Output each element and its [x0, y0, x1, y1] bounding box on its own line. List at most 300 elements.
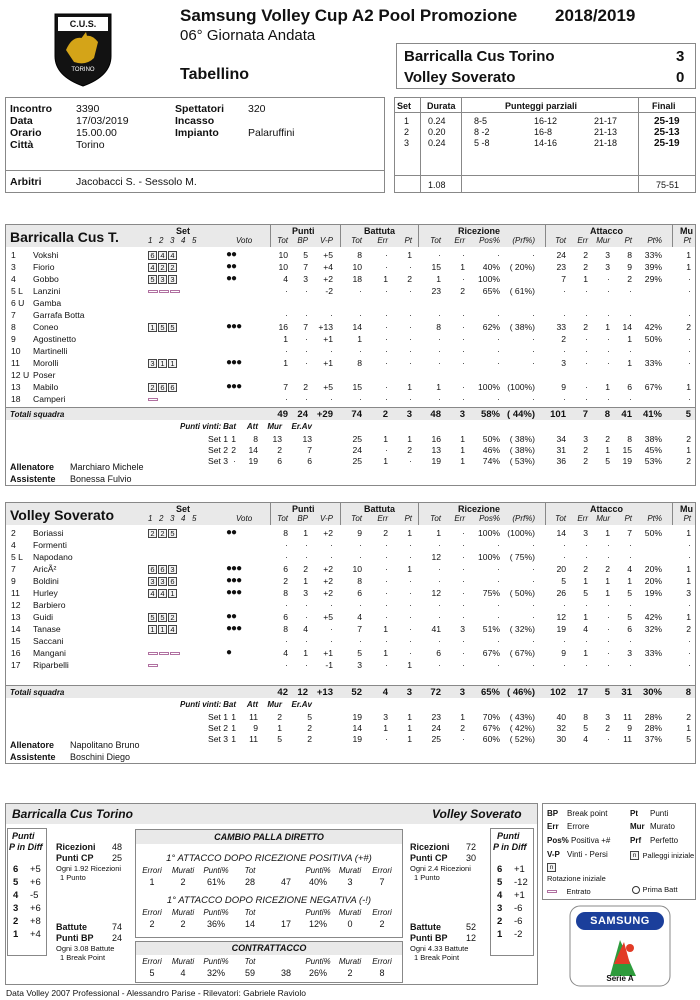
- legend-value: Break point: [567, 809, 608, 818]
- rotation-box: 3: [168, 565, 177, 574]
- col-divider: [418, 225, 419, 247]
- hdr-err: Err: [454, 514, 465, 523]
- set-r-prf: ( 52%): [509, 734, 535, 744]
- home-ric-value: 48: [112, 842, 123, 852]
- rotation-box: 5: [158, 323, 167, 332]
- player-b-err: 2: [383, 528, 388, 538]
- player-b-err: ·: [385, 334, 388, 344]
- hdr-set-num: 3: [170, 514, 175, 523]
- legend-value: Errore: [567, 822, 590, 831]
- sets-total-durata: 1.08: [428, 180, 446, 190]
- rotation-box: 1: [148, 323, 157, 332]
- player-number: 12 U: [11, 370, 30, 380]
- orario-label: Orario: [10, 127, 42, 139]
- player-b-tot: 3: [357, 660, 362, 670]
- player-a-ptp: 42%: [644, 322, 662, 332]
- player-b-pt: ·: [409, 636, 412, 646]
- allenatore-label: Allenatore: [10, 462, 55, 472]
- diff-value: +1: [514, 890, 525, 901]
- player-r-pos: ·: [497, 564, 500, 574]
- legend-key: Pos%: [547, 836, 569, 845]
- set-a-ptp: 37%: [644, 734, 662, 744]
- player-row: [0, 393, 700, 405]
- legend-value: Perfetto: [650, 836, 679, 845]
- player-a-err: ·: [585, 600, 588, 610]
- player-b-err: 1: [383, 624, 388, 634]
- player-a-mur: ·: [607, 648, 610, 658]
- hdr-ptp: Pt%: [647, 514, 662, 523]
- player-r-prf: ·: [532, 394, 535, 404]
- sets-row-p1: 8 -2: [474, 127, 490, 137]
- result-home-score: 3: [676, 48, 685, 65]
- away-ptcp-value: 30: [466, 853, 477, 863]
- player-a-mur: ·: [607, 334, 610, 344]
- stat-value: 2: [180, 919, 186, 929]
- player-b-tot: 6: [357, 588, 362, 598]
- player-number: 9: [11, 334, 16, 344]
- entered-marker: [159, 652, 169, 655]
- player-a-err: 1: [583, 576, 588, 586]
- player-a-pt: ·: [629, 540, 632, 550]
- player-b-err: ·: [385, 540, 388, 550]
- set-b-pt: 1: [407, 734, 412, 744]
- player-p-bp: 3: [303, 588, 308, 598]
- player-r-err: ·: [462, 636, 465, 646]
- rotazione-legend: [547, 862, 557, 872]
- set-r-err: 1: [460, 712, 465, 722]
- set-punti-val: 5: [277, 734, 282, 744]
- player-r-pos: [460, 297, 500, 309]
- player-p-tot: 16: [278, 322, 288, 332]
- rotation-box: 5: [168, 323, 177, 332]
- player-voto: ●●: [226, 261, 237, 272]
- player-name: Guidi: [33, 612, 54, 622]
- player-a-mur: ·: [607, 552, 610, 562]
- player-row: [0, 623, 700, 635]
- incontro-value: 3390: [76, 103, 100, 115]
- player-r-prf: ·: [532, 334, 535, 344]
- diff-value: +5: [30, 864, 41, 875]
- player-r-err: 1: [460, 262, 465, 272]
- set-a-err: 8: [583, 712, 588, 722]
- stat-value: 2: [347, 968, 353, 978]
- player-voto: ●●: [226, 273, 237, 284]
- player-r-prf: ·: [532, 310, 535, 320]
- hdr-attacco: Attacco: [590, 226, 624, 236]
- player-p-bp: 5: [303, 250, 308, 260]
- punti-vinti-hdr: Er.Av: [291, 700, 312, 709]
- set-mu: 2: [686, 434, 691, 444]
- player-r-pos: ·: [497, 540, 500, 550]
- away-ric-note2: 1 Punto: [414, 873, 440, 882]
- player-name: Hurley: [33, 588, 58, 598]
- set-r-pos: 46%: [482, 445, 500, 455]
- player-a-err: ·: [585, 286, 588, 296]
- player-sets: [148, 587, 178, 599]
- set-a-ptp: 53%: [644, 456, 662, 466]
- stat-value: 3: [347, 877, 353, 887]
- entered-marker: [148, 664, 158, 667]
- player-sets: [148, 285, 181, 297]
- cambio-title: CAMBIO PALLA DIRETTO: [214, 832, 324, 842]
- player-r-tot: ·: [438, 540, 441, 550]
- punti-vinti-label: Punti vinti:: [180, 700, 222, 709]
- player-b-pt: ·: [409, 576, 412, 586]
- set-label: Set 1: [208, 712, 229, 722]
- impianto-label: Impianto: [175, 127, 219, 139]
- player-a-err: 3: [583, 528, 588, 538]
- stat-header: Tot: [244, 908, 256, 917]
- legend-key: Prf: [630, 836, 642, 845]
- player-voto: ●●●: [226, 357, 242, 368]
- stat-value: 2: [180, 877, 186, 887]
- player-name: Boldini: [33, 576, 59, 586]
- player-b-tot: ·: [359, 636, 362, 646]
- contrattacco-title: CONTRATTACCO: [231, 943, 307, 953]
- set-a-tot: 30: [556, 734, 566, 744]
- set-a-ptp: 45%: [644, 445, 662, 455]
- hdr-pos: Pos%: [479, 514, 500, 523]
- player-r-tot: ·: [438, 334, 441, 344]
- player-mu: ·: [688, 600, 691, 610]
- totals-r-prf: ( 44%): [507, 409, 535, 420]
- player-voto: ●●: [226, 611, 237, 622]
- player-number: 5 L: [11, 552, 23, 562]
- player-mu: ·: [688, 274, 691, 284]
- stat-value: 59: [244, 968, 255, 978]
- player-b-tot: ·: [359, 540, 362, 550]
- hdr-bp: BP: [297, 236, 308, 245]
- player-a-mur: ·: [607, 286, 610, 296]
- hdr-err: Err: [377, 514, 388, 523]
- player-a-err: ·: [585, 334, 588, 344]
- sets-row-durata: 0.24: [428, 116, 446, 126]
- player-b-pt: ·: [409, 600, 412, 610]
- away-ptbp-label: Punti BP: [410, 933, 448, 943]
- player-p-bp: ·: [305, 540, 308, 550]
- set-punti-val: 11: [249, 734, 258, 744]
- arbitri-label: Arbitri: [10, 176, 42, 188]
- diff-points: 4: [497, 890, 503, 901]
- stat-value: 12%: [308, 919, 327, 929]
- set-a-mur: 5: [605, 456, 610, 466]
- set-r-tot: 16: [431, 434, 441, 444]
- hdr-vp: V-P: [319, 514, 333, 523]
- set-a-pt: 11: [623, 712, 632, 722]
- diff-value: -5: [30, 890, 39, 901]
- player-r-err: ·: [462, 334, 465, 344]
- player-p-bp: 7: [303, 322, 308, 332]
- hdr-tot: Tot: [351, 514, 362, 523]
- set-label: Set 2: [208, 445, 229, 455]
- stat-header: Errori: [372, 957, 392, 966]
- hdr-set: Set: [176, 226, 191, 236]
- player-voto: ●●: [226, 249, 237, 260]
- set-mu: 1: [686, 445, 691, 455]
- player-r-err: ·: [462, 612, 465, 622]
- player-p-vp: ·: [330, 346, 333, 356]
- player-sets: [148, 647, 181, 659]
- set-b-pt: 2: [407, 445, 412, 455]
- player-name: AricÃ²: [33, 564, 57, 574]
- player-a-mur: 1: [605, 528, 610, 538]
- diff-points: 5: [497, 877, 503, 888]
- player-a-err: ·: [585, 394, 588, 404]
- totals-r-pos: 65%: [480, 687, 500, 698]
- player-r-err: ·: [462, 382, 465, 392]
- player-a-pt: 5: [627, 588, 632, 598]
- player-b-err: ·: [385, 564, 388, 574]
- player-b-pt: ·: [409, 552, 412, 562]
- player-row: [0, 273, 700, 285]
- player-number: 2: [11, 528, 16, 538]
- totals-b-pt: 3: [406, 687, 412, 698]
- player-mu: ·: [688, 540, 691, 550]
- set-a-pt: 9: [627, 723, 632, 733]
- player-name: Mangani: [33, 648, 66, 658]
- player-b-pt: ·: [409, 322, 412, 332]
- set-a-mur: 2: [605, 723, 610, 733]
- player-a-mur: ·: [607, 358, 610, 368]
- player-r-prf: ·: [532, 564, 535, 574]
- totals-mu: 5: [685, 409, 691, 420]
- player-a-tot: ·: [563, 636, 566, 646]
- home-ptbp-label: Punti BP: [56, 933, 94, 943]
- player-voto: ●●●: [226, 587, 242, 598]
- player-a-mur: 3: [605, 262, 610, 272]
- player-p-tot: 1: [283, 358, 288, 368]
- player-mu: 2: [686, 322, 691, 332]
- player-a-tot: 7: [561, 274, 566, 284]
- player-row: [0, 369, 700, 381]
- player-voto: ●●●: [226, 321, 242, 332]
- doc-type: Tabellino: [180, 66, 250, 83]
- rotation-box: 2: [168, 263, 177, 272]
- punti-vinti-hdr: Mur: [267, 422, 282, 431]
- entered-marker: [159, 290, 169, 293]
- circle-icon: [632, 886, 640, 894]
- set-r-pos: 70%: [482, 712, 500, 722]
- set-a-tot: 36: [556, 456, 566, 466]
- rotation-box: 6: [168, 577, 177, 586]
- player-a-pt: 6: [627, 382, 632, 392]
- totals-a-ptp: 30%: [642, 687, 662, 698]
- player-p-bp: 4: [303, 624, 308, 634]
- player-p-vp: ·: [330, 310, 333, 320]
- player-a-pt: ·: [629, 346, 632, 356]
- player-p-tot: ·: [285, 394, 288, 404]
- player-r-err: ·: [462, 528, 465, 538]
- entered-marker: [148, 398, 158, 401]
- stat-value: 2: [379, 919, 385, 929]
- totals-r-tot: 72: [430, 687, 441, 698]
- player-name: Poser: [33, 370, 56, 380]
- set-b-tot: 25: [352, 456, 362, 466]
- player-number: 11: [11, 358, 20, 368]
- player-b-tot: ·: [359, 394, 362, 404]
- player-a-pt: ·: [629, 660, 632, 670]
- stat-header: Errori: [372, 908, 392, 917]
- col-divider: [672, 503, 673, 525]
- player-p-vp: -2: [325, 286, 333, 296]
- totals-b-err: 2: [382, 409, 388, 420]
- player-a-ptp: 29%: [644, 274, 662, 284]
- player-r-pos: ·: [497, 576, 500, 586]
- home-ptcp-label: Punti CP: [56, 853, 94, 863]
- set-b-tot: 14: [352, 723, 362, 733]
- sets-row-durata: 0.24: [428, 138, 446, 148]
- player-p-tot: 1: [283, 334, 288, 344]
- totals-r-pos: 58%: [480, 409, 500, 420]
- set-punti-val: 11: [249, 712, 258, 722]
- player-p-vp: ·: [330, 600, 333, 610]
- player-a-mur: ·: [607, 636, 610, 646]
- player-p-vp: +1: [323, 358, 333, 368]
- round: 06° Giornata Andata: [180, 27, 316, 44]
- orario-value: 15.00.00: [76, 127, 117, 139]
- set-a-mur: ·: [607, 734, 610, 744]
- rotation-box: 6: [148, 251, 157, 260]
- player-b-tot: 8: [357, 576, 362, 586]
- player-name: Barbiero: [33, 600, 66, 610]
- player-a-ptp: 67%: [644, 382, 662, 392]
- totals-row: [0, 409, 700, 421]
- player-number: 7: [11, 310, 16, 320]
- player-a-mur: ·: [607, 600, 610, 610]
- set-a-err: 2: [583, 456, 588, 466]
- home-bat-note1: Ogni 3.08 Battute: [56, 944, 115, 953]
- set-punti-val: 19: [248, 456, 258, 466]
- rotazione-icon: n: [547, 863, 556, 872]
- totals-a-mur: 8: [604, 409, 610, 420]
- rotation-box: 2: [148, 383, 157, 392]
- player-a-ptp: 19%: [644, 588, 662, 598]
- player-r-tot: ·: [438, 310, 441, 320]
- stat-header: Punti%: [305, 957, 331, 966]
- set-a-mur: 1: [605, 445, 610, 455]
- player-r-err: ·: [462, 660, 465, 670]
- incasso-label: Incasso: [175, 115, 215, 127]
- player-b-err: ·: [385, 612, 388, 622]
- sets-row-p3: 21-17: [594, 116, 618, 126]
- player-p-vp: ·: [330, 636, 333, 646]
- set-a-err: 5: [583, 723, 588, 733]
- player-row: [0, 635, 700, 647]
- stat-header: Murati: [171, 866, 195, 875]
- player-p-vp: +5: [323, 382, 333, 392]
- player-a-tot: 33: [556, 322, 566, 332]
- player-r-tot: ·: [438, 576, 441, 586]
- player-b-err: ·: [385, 262, 388, 272]
- citta-value: Torino: [76, 139, 105, 151]
- player-b-tot: 10: [352, 262, 362, 272]
- allenatore-value: Marchiaro Michele: [70, 462, 144, 472]
- totals-b-pt: 3: [406, 409, 412, 420]
- legend-value: Murato: [650, 822, 675, 831]
- set-punti-val: 1: [231, 434, 236, 444]
- col-divider: [270, 225, 271, 247]
- player-a-tot: ·: [563, 540, 566, 550]
- player-number: 4: [11, 274, 16, 284]
- player-b-err: ·: [385, 310, 388, 320]
- punti-vinti-hdr: Bat: [223, 422, 236, 431]
- set-punti-val: 2: [277, 712, 282, 722]
- totals-row: [0, 687, 700, 699]
- player-name: Boriassi: [33, 528, 64, 538]
- player-voto: ●●●: [226, 623, 242, 634]
- player-r-pos: ·: [497, 334, 500, 344]
- player-number: 17: [11, 660, 21, 670]
- set-r-prf: ( 43%): [509, 712, 535, 722]
- player-p-vp: +13: [318, 322, 333, 332]
- player-r-err: ·: [462, 600, 465, 610]
- home-pindiff-label: P in Diff: [9, 842, 43, 852]
- player-p-bp: 2: [303, 382, 308, 392]
- player-a-pt: ·: [629, 310, 632, 320]
- player-r-err: ·: [462, 250, 465, 260]
- player-a-pt: ·: [629, 636, 632, 646]
- home-ric-note1: Ogni 1.92 Ricezioni: [56, 864, 122, 873]
- player-p-vp: ·: [330, 624, 333, 634]
- player-name: Formenti: [33, 540, 67, 550]
- legend-key: Pt: [630, 809, 638, 818]
- player-r-err: ·: [462, 274, 465, 284]
- set-b-pt: 1: [407, 712, 412, 722]
- player-sets: [148, 623, 178, 635]
- hdr-tot: Tot: [555, 514, 566, 523]
- player-r-pos: 62%: [482, 322, 500, 332]
- set-a-mur: 2: [605, 434, 610, 444]
- totals-b-tot: 52: [351, 687, 362, 698]
- player-r-prf: ( 50%): [509, 588, 535, 598]
- set-punti-val: 1: [231, 734, 236, 744]
- player-number: 10: [11, 346, 21, 356]
- sets-row-set: 1: [404, 116, 410, 126]
- set-r-pos: 67%: [482, 723, 500, 733]
- diff-points: 3: [13, 903, 19, 914]
- player-sets: [148, 563, 178, 575]
- player-a-mur: 1: [605, 322, 610, 332]
- player-b-pt: ·: [409, 346, 412, 356]
- player-number: 6 U: [11, 298, 25, 308]
- punti-vinti-hdr: Att: [246, 422, 258, 431]
- player-mu: 3: [686, 588, 691, 598]
- player-r-tot: ·: [438, 250, 441, 260]
- home-ric-label: Ricezioni: [56, 842, 96, 852]
- player-a-tot: 23: [556, 262, 566, 272]
- player-row: [0, 297, 700, 309]
- player-b-err: ·: [385, 250, 388, 260]
- result-away-name: Volley Soverato: [404, 69, 516, 86]
- rotation-box: 1: [158, 625, 167, 634]
- rotation-box: 5: [148, 613, 157, 622]
- player-name: Vokshi: [33, 250, 59, 260]
- player-a-err: 1: [583, 274, 588, 284]
- player-r-pos: [460, 369, 500, 381]
- player-a-tot: 26: [556, 588, 566, 598]
- hdr-punti: Punti: [292, 226, 315, 236]
- player-r-tot: 1: [436, 382, 441, 392]
- hdr-pos: Pos%: [479, 236, 500, 245]
- hdr-pt: Pt: [624, 236, 632, 245]
- rotation-box: 6: [168, 383, 177, 392]
- punti-vinti-hdr: Er.Av: [291, 422, 312, 431]
- player-a-err: ·: [585, 358, 588, 368]
- player-sets: [148, 381, 178, 393]
- set-b-pt: ·: [409, 456, 412, 466]
- player-number: 9: [11, 576, 16, 586]
- player-b-err: 1: [383, 274, 388, 284]
